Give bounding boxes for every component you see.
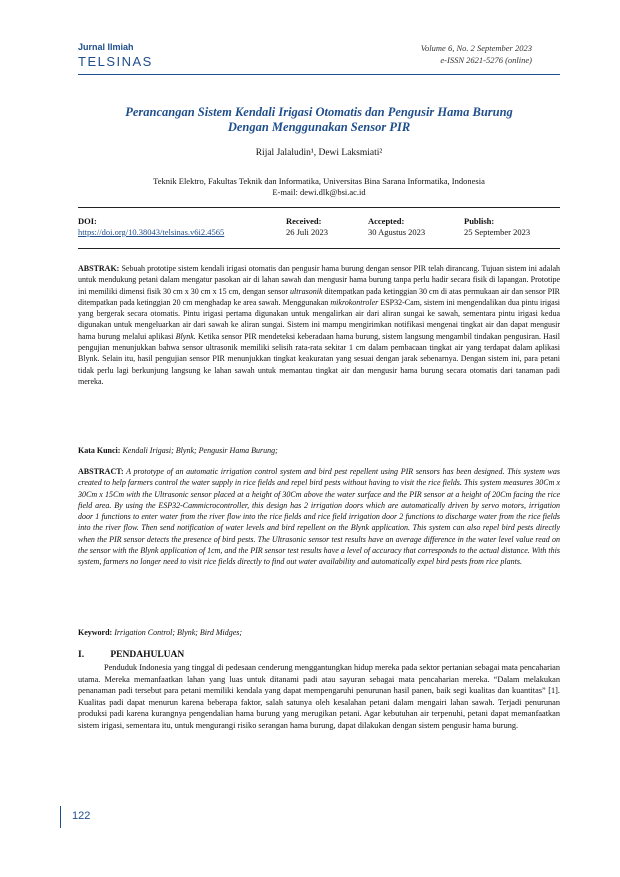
journal-header-left	[78, 42, 153, 69]
published-column	[464, 216, 530, 238]
section-heading	[78, 650, 184, 660]
kata-kunci-value: Kendali Irigasi; Blynk; Pengusir Hama Burung;	[122, 446, 278, 455]
abstrak-emphasis: Blynk.	[175, 331, 196, 341]
paper-title	[78, 105, 560, 135]
journal-header-right	[421, 42, 532, 66]
abstrak-emphasis: mikrokontroler	[330, 297, 379, 307]
affiliation-block	[78, 176, 560, 198]
journal-name: TELSINAS	[78, 54, 153, 69]
received-column	[286, 216, 328, 238]
issn-info: e-ISSN 2621-5276 (online)	[440, 55, 532, 65]
published-label: Publish:	[464, 216, 495, 226]
volume-info: Volume 6, No. 2 September 2023	[420, 43, 532, 53]
section-number: I.	[78, 650, 85, 660]
title-line: Dengan Menggunakan Sensor PIR	[227, 120, 411, 134]
kata-kunci	[78, 446, 560, 455]
kata-kunci-label: Kata Kunci:	[78, 446, 121, 455]
section-title: PENDAHULUAN	[110, 650, 185, 660]
received-date: 26 Juli 2023	[286, 227, 329, 237]
footer-divider	[60, 806, 61, 828]
abstrak-text: ditempatkan pada ketinggian 30 cm di atas permukaan air dan sensor PIR ditempatkan pada ketinggian 20 cm menghadap ke area sawah. Menggunakan	[78, 286, 561, 307]
journal-label: Jurnal Ilmiah	[78, 42, 134, 52]
abstrak-text: ESP32-Cam, sistem ini mengendalikan dua pintu irigasi yang bergerak secara otomatis. Pintu irigasi pertama digunakan untuk mengalirkan air dari aliran sungai ke sawah, sementara pintu irigasi kedua digunakan untuk mengeluarkan air dari sawah ke aliran sungai. Sistem ini mampu mengirimkan notifikasi mengenai tingkat air dan dapat mengusir hama burung melalui aplikasi	[78, 297, 561, 341]
page-number: 122	[72, 810, 91, 822]
accepted-column	[368, 216, 425, 238]
abstract-en-paragraph	[78, 466, 560, 568]
abstrak-label: ABSTRAK:	[78, 264, 120, 273]
doi-label: DOI:	[78, 216, 97, 226]
abstract-en-text: A prototype of an automatic irrigation control system and bird pest repellent using PIR sensors has been designed. This system was created to help farmers control the water supply in rice fields and repel bird pests without having to visit the rice fields. This system measures 30Cm x 30Cm x 15Cm with the Ultrasonic sensor placed at a height of 30Cm above the water surface and the PIR sensor at a height of 20Cm facing the rice field area. By using the ESP32-Cammicrocontroller, this design has 2 irrigation doors which are automatically driven by servo motors, irrigation door 1 functions to enter water from the river flow into the rice fields and rice field irrigation door 2 functions to discharge water from the rice fields into the river flow. Then send notification of water levels and bird repellent on the Blynk application. This system can also repel bird pests directly when the PIR sensor detects the presence of bird pests. The Ultrasonic sensor test results have an average difference in the water level value read on the sensor with the Blynk application of 1cm, and the PIR sensor test results have a level of accuracy that corresponds to the actual distance. With this system, farmers no longer need to visit rice fields directly to find out water availability and automatically expel bird pests from rice plants.	[78, 467, 560, 567]
article-meta-box	[78, 207, 560, 249]
doi-link[interactable]: https://doi.org/10.38043/telsinas.v6i2.4565	[78, 227, 225, 237]
abstrak-emphasis: ultrasonik	[290, 286, 323, 296]
abstrak-text: Sebuah prototipe sistem kendali irigasi otomatis dan pengusir hama burung dengan sensor PIR telah dirancang. Tujuan sistem ini adalah untuk mendukung petani dalam mengatur pasokan air di lahan sawah dan mengusir hama burung tanpa perlu hadir secara fisik di lapangan. Prototipe ini memiliki dimensi fisik 30 cm x 30 cm x 15 cm, dengan sensor	[78, 264, 560, 296]
abstrak-text: Ketika sensor PIR mendeteksi keberadaan hama burung, sistem langsung mengambil tindakan pengusiran. Hasil pengujian menunjukkan bahwa sensor ultrasonik memiliki selisih rata-rata sekitar 1 cm dalam pembacaan tingkat air yang terdapat dalam aplikasi Blynk. Selain itu, hasil pengujian sensor PIR menunjukkan tingkat keakuratan yang sesuai dengan jarak sebenarnya. Dengan sistem ini, para petani tidak perlu lagi berkunjung langsung ke lahan sawah untuk memantau tingkat air dan mengusir hama burung secara otomatis dari tanaman padi mereka.	[78, 331, 561, 386]
abstrak-paragraph	[78, 263, 560, 387]
abstract-en-label: ABSTRACT:	[78, 467, 124, 476]
affiliation: Teknik Elektro, Fakultas Teknik dan Informatika, Universitas Bina Sarana Informatika, Indonesia	[153, 176, 485, 186]
received-label: Received:	[286, 216, 322, 226]
body-paragraph: Penduduk Indonesia yang tinggal di pedesaan cenderung menggantungkan hidup mereka pada sektor pertanian sebagai mata pencaharian utama. Mereka memanfaatkan lahan yang luas untuk ditanami padi atau sayuran sebagai mata pencaharian mereka. “Dalam melakukan penanaman padi tersebut para petani memiliki kendala yang dapat mempengaruhi penurunan hasil panen, baik segi kualitas dan kuantitas” [1]. Kualitas padi dapat menurun karena beberapa faktor, salah satunya oleh kesalahan petani dalam mengairi lahan sawah. Terjadi penurunan produksi padi karena kurangnya pengendalian hama burung yang merugikan petani. Agar kebutuhan air terpenuhi, petani dapat memanfaatkan sistem irigasi, sementara itu, untuk mengurangi risiko serangan hama burung, dapat dilakukan dengan sistem pengusir hama burung.	[78, 663, 560, 730]
keywords-en	[78, 628, 560, 637]
email: E-mail: dewi.dlk@bsi.ac.id	[272, 187, 366, 197]
keywords-en-label: Keyword:	[78, 628, 113, 637]
accepted-date: 30 Agustus 2023	[368, 227, 426, 237]
keywords-en-value: Irrigation Control; Blynk; Bird Midges;	[114, 628, 243, 637]
title-line: Perancangan Sistem Kendali Irigasi Otomatis dan Pengusir Hama Burung	[125, 105, 513, 119]
accepted-label: Accepted:	[368, 216, 405, 226]
authors: Rijal Jalaludin¹, Dewi Laksmiati²	[255, 148, 383, 158]
doi-column	[78, 216, 224, 238]
header-divider	[78, 74, 560, 75]
published-date: 25 September 2023	[464, 227, 531, 237]
